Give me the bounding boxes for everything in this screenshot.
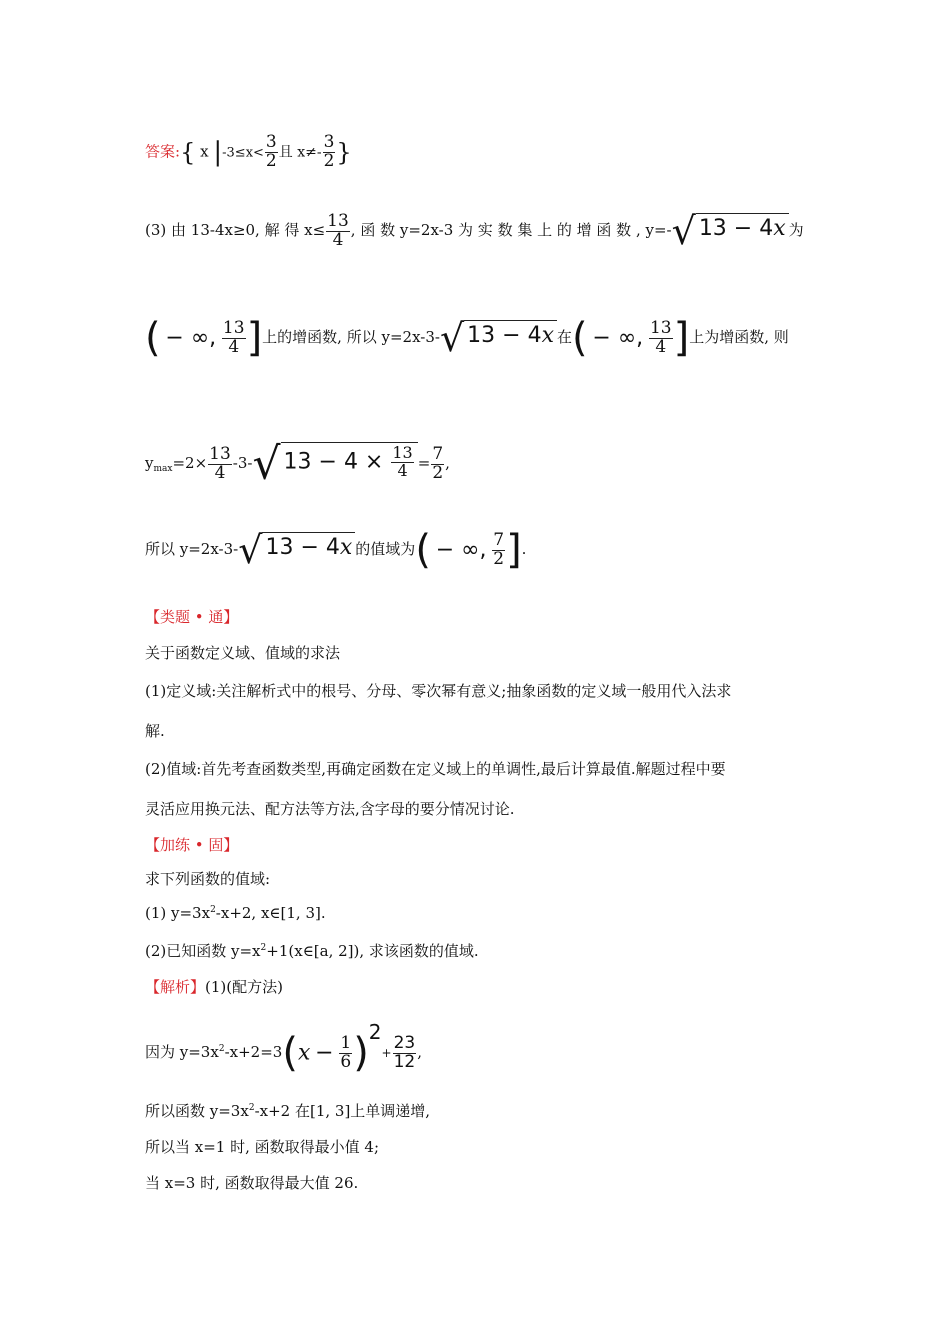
leitu-heading: 【类题 • 通】 (145, 608, 239, 626)
fraction-7-2: $\frac{7}{2}$ (432, 443, 444, 483)
ymax-y: y (145, 454, 154, 473)
fraction-23-12: $\frac{23}{12}$ (393, 1032, 416, 1072)
jialian-heading: 【加练 • 固】 (145, 836, 239, 854)
fraction-3-2-b: $\frac{3}{2}$ (323, 132, 335, 171)
part3-line2 (145, 315, 789, 361)
jialian-q2: (2)已知函数 $y=x^2+1(x\in[a$, 2]), 求该函数的值域. (145, 942, 479, 960)
neg-infinity-c: − ∞, (435, 537, 487, 563)
fraction-13-4-b: $\frac{13}{4}$ (222, 317, 245, 357)
set-var: x (200, 142, 209, 161)
leitu-p1a: (1)定义域:关注解析式中的根号、分母、零次幂有意义;抽象函数的定义域一般用代入法求 (145, 682, 732, 700)
bracket-close-c: ] (506, 527, 522, 573)
and-text: 且 x≠- (278, 144, 322, 161)
part3-then: 上为增函数, 则 (689, 328, 789, 346)
answer-line (145, 134, 352, 171)
ymax-minus3: -3- (232, 454, 253, 473)
ymax-eq: =2× (172, 454, 208, 473)
ymax-res-eq: = (417, 454, 431, 473)
part3-wei: 为 (788, 221, 804, 239)
sqrt-ymax: √ 13 − 4 × $\frac{13}{4}$ (252, 442, 417, 486)
solution-heading-line (145, 976, 283, 997)
part3-zai: 在 (557, 328, 573, 346)
fraction-13-4: $\frac{13}{4}$ (327, 210, 349, 250)
ymax-comma: , (445, 454, 450, 473)
set-open-brace: { (180, 138, 196, 167)
answer-label: 答案: (145, 142, 181, 161)
bracket-close-b: ] (673, 315, 690, 361)
neg-infinity-b: − ∞, (592, 325, 644, 351)
fraction-1-6: $\frac{1}{6}$ (340, 1032, 352, 1072)
ymax-line (145, 438, 450, 490)
part3-line1 (145, 209, 804, 253)
square-power: 2 (368, 1020, 382, 1044)
x-var: x (297, 1040, 311, 1066)
set-close-brace: } (336, 138, 352, 167)
range-line (145, 527, 527, 573)
range-mid: 的值域为 (355, 540, 416, 558)
sqrt-13-4x: √ 13 − 4x (672, 212, 789, 250)
leitu-p2a: (2)值域:首先考查函数类型,再确定函数在定义域上的单调性,最后计算最值.解题过程中要 (145, 760, 726, 778)
part3-solve: (3) 由 13-4x≥0, 解 得 x≤ (145, 221, 326, 239)
set-bar: | (213, 137, 223, 168)
range-end: . (521, 540, 527, 558)
solution-min: 所以当 x=1 时, 函数取得最小值 4; (145, 1138, 380, 1156)
neg-infinity: − ∞, (165, 325, 217, 351)
sqrt-13-4x-b: √ 13 − 4x (440, 319, 557, 357)
paren-open: ( (145, 315, 161, 361)
fraction-13-4-c: $\frac{13}{4}$ (649, 317, 672, 357)
range-pre: 所以 y=2x-3- (145, 540, 239, 558)
sqrt-13-4x-c: √ 13 − 4x (238, 531, 355, 569)
paren-open-d: ( (282, 1030, 298, 1076)
fraction-3-2: $\frac{3}{2}$ (265, 132, 277, 171)
ymax-sub: max (153, 464, 173, 475)
solution-method: (1)(配方法) (205, 978, 283, 996)
leitu-p2b: 灵活应用换元法、配方法等方法,含字母的要分情况讨论. (145, 800, 515, 818)
part3-increasing: , 函 数 y=2x-3 为 实 数 集 上 的 增 函 数 , y=- (350, 221, 672, 239)
minus-sign: − (315, 1040, 334, 1066)
condition-text: -3≤x< (222, 145, 264, 161)
solution-equation: 因为 $y=3x^2-x+2=3(x$ − $\frac{1}{6}$ )2+ $\frac{23}{12}$ , (145, 1020, 423, 1076)
leitu-p1b: 解. (145, 722, 165, 740)
paren-close: ) (353, 1030, 369, 1076)
solution-mono: 所以函数 $y=3x^2-x+2$ 在[1, 3]上单调递增, (145, 1102, 431, 1120)
fraction-7-2-b: $\frac{7}{2}$ (493, 529, 505, 569)
leitu-intro: 关于函数定义域、值域的求法 (145, 644, 341, 662)
solution-heading: 【解析】 (145, 978, 206, 996)
part3-line2-text: 上的增函数, 所以 y=2x-3- (262, 328, 440, 346)
jialian-prompt: 求下列函数的值域: (145, 870, 271, 888)
bracket-close: ] (246, 315, 263, 361)
paren-open-c: ( (415, 527, 431, 573)
paren-open-b: ( (572, 315, 588, 361)
fraction-13-4-d: $\frac{13}{4}$ (209, 443, 231, 483)
jialian-q1: (1) $y=3x^2-x+2$, x∈[1, 3]. (145, 904, 326, 922)
solution-max: 当 x=3 时, 函数取得最大值 26. (145, 1174, 359, 1192)
